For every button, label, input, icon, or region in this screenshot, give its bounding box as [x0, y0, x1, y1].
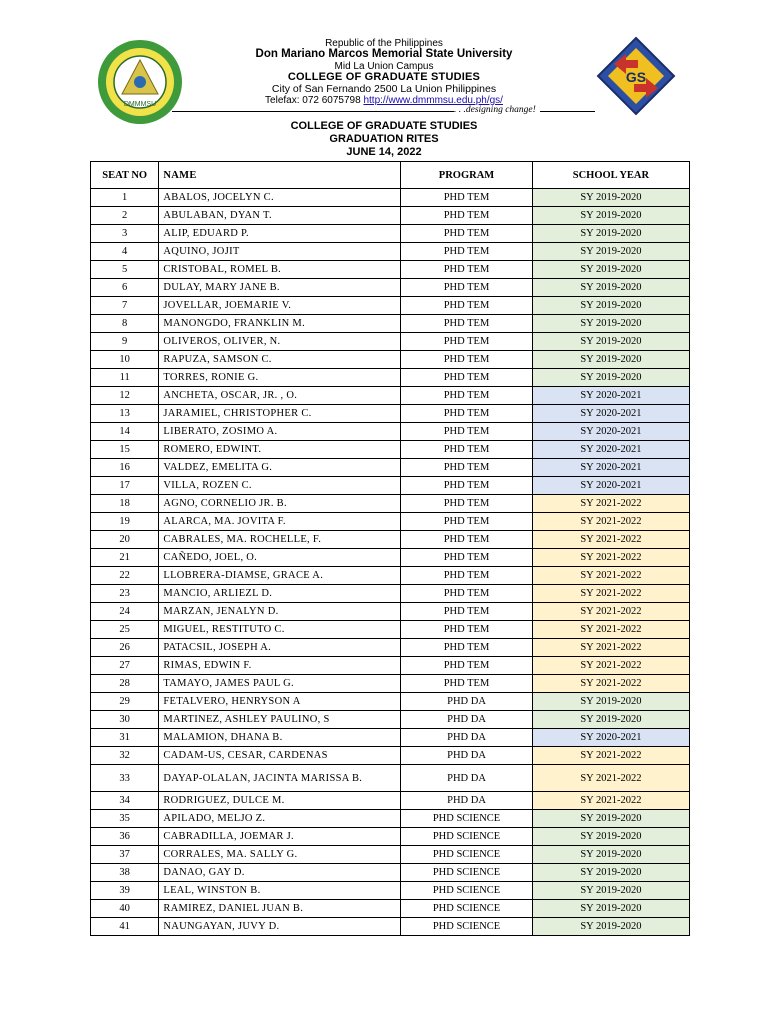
program-cell: PHD TEM — [401, 207, 533, 225]
name-cell: JARAMIEL, CHRISTOPHER C. — [159, 405, 401, 423]
school-year-cell: SY 2019-2020 — [532, 828, 689, 846]
program-cell: PHD TEM — [401, 297, 533, 315]
program-cell: PHD TEM — [401, 549, 533, 567]
website-link[interactable]: http://www.dmmmsu.edu.ph/gs/ — [363, 95, 503, 106]
seat-cell: 15 — [91, 441, 159, 459]
school-year-cell: SY 2019-2020 — [532, 864, 689, 882]
table-row — [91, 459, 690, 477]
table-row — [91, 585, 690, 603]
school-year-cell: SY 2021-2022 — [532, 747, 689, 765]
school-year-cell: SY 2019-2020 — [532, 351, 689, 369]
seat-cell: 23 — [91, 585, 159, 603]
table-row — [91, 828, 690, 846]
school-year-cell: SY 2019-2020 — [532, 297, 689, 315]
school-year-cell: SY 2020-2021 — [532, 477, 689, 495]
program-cell: PHD TEM — [401, 567, 533, 585]
table-row — [91, 864, 690, 882]
program-cell: PHD TEM — [401, 459, 533, 477]
name-cell: LIBERATO, ZOSIMO A. — [159, 423, 401, 441]
name-cell: RAPUZA, SAMSON C. — [159, 351, 401, 369]
program-cell: PHD DA — [401, 747, 533, 765]
seat-cell: 16 — [91, 459, 159, 477]
program-cell: PHD SCIENCE — [401, 810, 533, 828]
seat-cell: 31 — [91, 729, 159, 747]
seat-cell: 7 — [91, 297, 159, 315]
name-cell: ABALOS, JOCELYN C. — [159, 189, 401, 207]
program-cell: PHD TEM — [401, 513, 533, 531]
school-year-cell: SY 2019-2020 — [532, 711, 689, 729]
name-cell: LLOBRERA-DIAMSE, GRACE A. — [159, 567, 401, 585]
school-year-cell: SY 2021-2022 — [532, 603, 689, 621]
program-cell: PHD TEM — [401, 333, 533, 351]
table-row — [91, 567, 690, 585]
table-row — [91, 810, 690, 828]
name-cell: TORRES, RONIE G. — [159, 369, 401, 387]
graduates-table — [90, 161, 690, 936]
school-year-cell: SY 2020-2021 — [532, 387, 689, 405]
table-row — [91, 693, 690, 711]
program-cell: PHD DA — [401, 729, 533, 747]
school-year-cell: SY 2019-2020 — [532, 810, 689, 828]
table-row — [91, 792, 690, 810]
school-year-cell: SY 2020-2021 — [532, 423, 689, 441]
event-titles — [0, 120, 768, 159]
seat-cell: 1 — [91, 189, 159, 207]
school-year-header: SCHOOL YEAR — [532, 162, 689, 189]
name-cell: RODRIGUEZ, DULCE M. — [159, 792, 401, 810]
school-year-cell: SY 2019-2020 — [532, 882, 689, 900]
campus-name: Mid La Union Campus — [334, 61, 434, 72]
school-year-cell: SY 2021-2022 — [532, 675, 689, 693]
name-cell: AGNO, CORNELIO JR. B. — [159, 495, 401, 513]
table-row — [91, 882, 690, 900]
seat-cell: 3 — [91, 225, 159, 243]
program-cell: PHD TEM — [401, 621, 533, 639]
school-year-cell: SY 2019-2020 — [532, 900, 689, 918]
seat-cell: 6 — [91, 279, 159, 297]
name-cell: CADAM-US, CESAR, CARDENAS — [159, 747, 401, 765]
seat-cell: 21 — [91, 549, 159, 567]
name-cell: PATACSIL, JOSEPH A. — [159, 639, 401, 657]
school-year-cell: SY 2020-2021 — [532, 459, 689, 477]
event-name: GRADUATION RITES — [329, 133, 439, 145]
school-year-cell: SY 2019-2020 — [532, 243, 689, 261]
table-row — [91, 369, 690, 387]
table-row — [91, 900, 690, 918]
name-header: NAME — [159, 162, 401, 189]
program-cell: PHD DA — [401, 711, 533, 729]
table-row — [91, 729, 690, 747]
table-row — [91, 603, 690, 621]
name-cell: OLIVEROS, OLIVER, N. — [159, 333, 401, 351]
seat-cell: 30 — [91, 711, 159, 729]
table-row — [91, 495, 690, 513]
program-cell: PHD DA — [401, 765, 533, 792]
name-cell: JOVELLAR, JOEMARIE V. — [159, 297, 401, 315]
program-cell: PHD TEM — [401, 585, 533, 603]
school-year-cell: SY 2021-2022 — [532, 531, 689, 549]
school-year-cell: SY 2019-2020 — [532, 225, 689, 243]
seat-cell: 34 — [91, 792, 159, 810]
seat-cell: 19 — [91, 513, 159, 531]
name-cell: VILLA, ROZEN C. — [159, 477, 401, 495]
table-body — [91, 189, 690, 936]
program-cell: PHD SCIENCE — [401, 918, 533, 936]
tagline: . . .designing change! — [454, 105, 536, 115]
table-row — [91, 423, 690, 441]
republic-line: Republic of the Philippines — [325, 38, 443, 49]
table-row — [91, 333, 690, 351]
name-cell: ALIP, EDUARD P. — [159, 225, 401, 243]
table-row — [91, 405, 690, 423]
school-year-cell: SY 2021-2022 — [532, 657, 689, 675]
svg-text:DMMMSU: DMMMSU — [123, 101, 157, 108]
school-year-cell: SY 2020-2021 — [532, 441, 689, 459]
name-cell: MANCIO, ARLIEZL D. — [159, 585, 401, 603]
table-row — [91, 639, 690, 657]
seat-header: SEAT NO — [91, 162, 159, 189]
name-cell: TAMAYO, JAMES PAUL G. — [159, 675, 401, 693]
name-cell: LEAL, WINSTON B. — [159, 882, 401, 900]
name-cell: ANCHETA, OSCAR, JR. , O. — [159, 387, 401, 405]
name-cell: DAYAP-OLALAN, JACINTA MARISSA B. — [159, 765, 401, 792]
school-year-cell: SY 2021-2022 — [532, 765, 689, 792]
seat-cell: 36 — [91, 828, 159, 846]
address-line: City of San Fernando 2500 La Union Philippines — [271, 83, 497, 95]
program-cell: PHD TEM — [401, 495, 533, 513]
seat-cell: 17 — [91, 477, 159, 495]
school-year-cell: SY 2019-2020 — [532, 693, 689, 711]
seat-cell: 35 — [91, 810, 159, 828]
seat-cell: 18 — [91, 495, 159, 513]
name-cell: FETALVERO, HENRYSON A — [159, 693, 401, 711]
table-row — [91, 657, 690, 675]
program-cell: PHD TEM — [401, 657, 533, 675]
university-name: Don Mariano Marcos Memorial State University — [255, 48, 513, 60]
college-name: COLLEGE OF GRADUATE STUDIES — [287, 71, 481, 83]
seat-cell: 25 — [91, 621, 159, 639]
name-cell: MANONGDO, FRANKLIN M. — [159, 315, 401, 333]
name-cell: ABULABAN, DYAN T. — [159, 207, 401, 225]
school-year-cell: SY 2019-2020 — [532, 207, 689, 225]
name-cell: MALAMION, DHANA B. — [159, 729, 401, 747]
program-cell: PHD TEM — [401, 441, 533, 459]
name-cell: MARZAN, JENALYN D. — [159, 603, 401, 621]
table-row — [91, 747, 690, 765]
program-cell: PHD TEM — [401, 261, 533, 279]
name-cell: DULAY, MARY JANE B. — [159, 279, 401, 297]
table-row — [91, 477, 690, 495]
name-cell: CABRALES, MA. ROCHELLE, F. — [159, 531, 401, 549]
svg-text:GS: GS — [625, 69, 647, 85]
name-cell: AQUINO, JOJIT — [159, 243, 401, 261]
table-row — [91, 513, 690, 531]
program-cell: PHD TEM — [401, 315, 533, 333]
program-cell: PHD TEM — [401, 405, 533, 423]
school-year-cell: SY 2020-2021 — [532, 729, 689, 747]
table-row — [91, 387, 690, 405]
program-cell: PHD DA — [401, 693, 533, 711]
program-cell: PHD SCIENCE — [401, 864, 533, 882]
school-year-cell: SY 2019-2020 — [532, 846, 689, 864]
table-row — [91, 297, 690, 315]
program-cell: PHD SCIENCE — [401, 846, 533, 864]
table-row — [91, 261, 690, 279]
school-year-cell: SY 2021-2022 — [532, 792, 689, 810]
school-year-cell: SY 2019-2020 — [532, 369, 689, 387]
seat-cell: 10 — [91, 351, 159, 369]
program-cell: PHD TEM — [401, 351, 533, 369]
program-cell: PHD TEM — [401, 531, 533, 549]
seat-cell: 14 — [91, 423, 159, 441]
seat-cell: 12 — [91, 387, 159, 405]
name-cell: APILADO, MELJO Z. — [159, 810, 401, 828]
table-row — [91, 549, 690, 567]
seat-cell: 40 — [91, 900, 159, 918]
name-cell: CORRALES, MA. SALLY G. — [159, 846, 401, 864]
school-year-cell: SY 2021-2022 — [532, 549, 689, 567]
program-cell: PHD TEM — [401, 603, 533, 621]
header-rule-right — [540, 111, 595, 112]
school-year-cell: SY 2021-2022 — [532, 639, 689, 657]
name-cell: NAUNGAYAN, JUVY D. — [159, 918, 401, 936]
school-year-cell: SY 2019-2020 — [532, 189, 689, 207]
name-cell: RAMIREZ, DANIEL JUAN B. — [159, 900, 401, 918]
letterhead — [0, 0, 768, 118]
seat-cell: 4 — [91, 243, 159, 261]
program-cell: PHD DA — [401, 792, 533, 810]
school-year-cell: SY 2019-2020 — [532, 333, 689, 351]
program-cell: PHD TEM — [401, 423, 533, 441]
table-row — [91, 351, 690, 369]
school-year-cell: SY 2021-2022 — [532, 567, 689, 585]
seat-cell: 22 — [91, 567, 159, 585]
name-cell: CABRADILLA, JOEMAR J. — [159, 828, 401, 846]
school-year-cell: SY 2021-2022 — [532, 513, 689, 531]
name-cell: CRISTOBAL, ROMEL B. — [159, 261, 401, 279]
event-college: COLLEGE OF GRADUATE STUDIES — [290, 120, 478, 132]
program-cell: PHD TEM — [401, 225, 533, 243]
table-row — [91, 189, 690, 207]
program-cell: PHD TEM — [401, 675, 533, 693]
table-row — [91, 225, 690, 243]
seat-cell: 20 — [91, 531, 159, 549]
table-row — [91, 441, 690, 459]
table-row — [91, 711, 690, 729]
name-cell: DANAO, GAY D. — [159, 864, 401, 882]
table-row — [91, 765, 690, 792]
table-row — [91, 279, 690, 297]
program-cell: PHD SCIENCE — [401, 828, 533, 846]
seat-cell: 9 — [91, 333, 159, 351]
seat-cell: 11 — [91, 369, 159, 387]
program-cell: PHD SCIENCE — [401, 882, 533, 900]
seat-cell: 27 — [91, 657, 159, 675]
seat-cell: 24 — [91, 603, 159, 621]
name-cell: MIGUEL, RESTITUTO C. — [159, 621, 401, 639]
seat-cell: 2 — [91, 207, 159, 225]
table-row — [91, 846, 690, 864]
school-year-cell: SY 2019-2020 — [532, 261, 689, 279]
seat-cell: 5 — [91, 261, 159, 279]
program-cell: PHD TEM — [401, 477, 533, 495]
header-rule-left — [172, 111, 454, 112]
seat-cell: 33 — [91, 765, 159, 792]
seat-cell: 38 — [91, 864, 159, 882]
seat-cell: 29 — [91, 693, 159, 711]
program-cell: PHD TEM — [401, 387, 533, 405]
seat-cell: 13 — [91, 405, 159, 423]
seat-cell: 32 — [91, 747, 159, 765]
school-year-cell: SY 2021-2022 — [532, 585, 689, 603]
name-cell: MARTINEZ, ASHLEY PAULINO, S — [159, 711, 401, 729]
seat-cell: 28 — [91, 675, 159, 693]
event-date: JUNE 14, 2022 — [346, 146, 422, 158]
name-cell: CAÑEDO, JOEL, O. — [159, 549, 401, 567]
telefax-text: Telefax: 072 6075798 — [265, 95, 364, 106]
program-cell: PHD TEM — [401, 243, 533, 261]
program-cell: PHD SCIENCE — [401, 900, 533, 918]
program-cell: PHD TEM — [401, 279, 533, 297]
program-cell: PHD TEM — [401, 369, 533, 387]
name-cell: ALARCA, MA. JOVITA F. — [159, 513, 401, 531]
graduate-studies-logo-icon — [594, 34, 678, 118]
school-year-cell: SY 2020-2021 — [532, 405, 689, 423]
table-row — [91, 531, 690, 549]
name-cell: RIMAS, EDWIN F. — [159, 657, 401, 675]
school-year-cell: SY 2019-2020 — [532, 279, 689, 297]
school-year-cell: SY 2019-2020 — [532, 315, 689, 333]
seat-cell: 8 — [91, 315, 159, 333]
table-row — [91, 918, 690, 936]
table-row — [91, 621, 690, 639]
seat-cell: 41 — [91, 918, 159, 936]
name-cell: VALDEZ, EMELITA G. — [159, 459, 401, 477]
seat-cell: 37 — [91, 846, 159, 864]
table-header-row — [91, 162, 690, 189]
name-cell: ROMERO, EDWINT. — [159, 441, 401, 459]
table-row — [91, 675, 690, 693]
program-cell: PHD TEM — [401, 189, 533, 207]
school-year-cell: SY 2021-2022 — [532, 621, 689, 639]
seat-cell: 39 — [91, 882, 159, 900]
school-year-cell: SY 2019-2020 — [532, 918, 689, 936]
table-row — [91, 243, 690, 261]
school-year-cell: SY 2021-2022 — [532, 495, 689, 513]
table-row — [91, 207, 690, 225]
table-row — [91, 315, 690, 333]
program-cell: PHD TEM — [401, 639, 533, 657]
seat-cell: 26 — [91, 639, 159, 657]
program-header: PROGRAM — [401, 162, 533, 189]
